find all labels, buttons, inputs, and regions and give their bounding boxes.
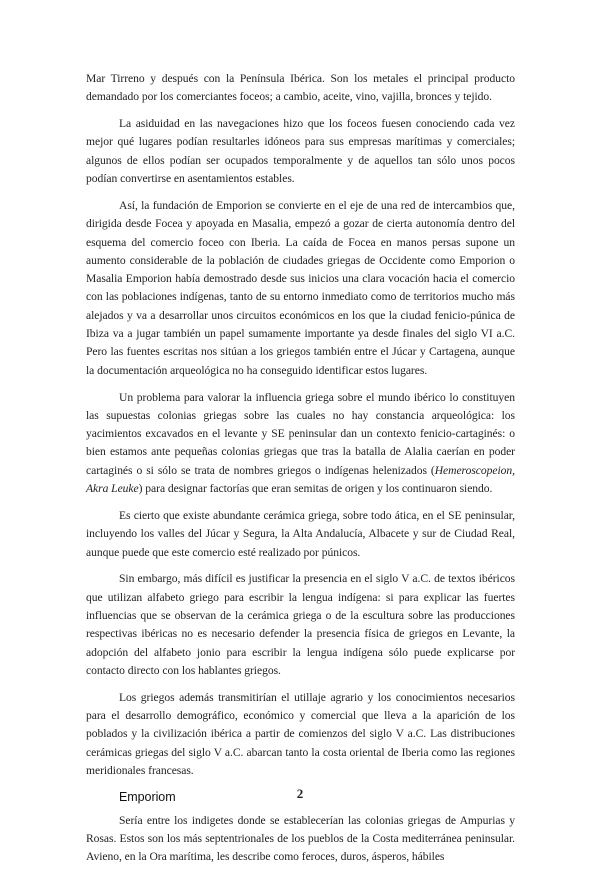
page-number: 2 — [296, 786, 304, 801]
paragraph-4-italic-place-names: Hemeroscopeion, Akra Leuke — [86, 463, 515, 496]
paragraph-4-text-before: Un problema para valorar la influencia griega sobre el mundo ibérico lo constituyen las supuestas colonias griegas sobre las cuales no hay constancia arqueológica: los yacimientos excavados en el levante y SE peninsular dan un contexto fenicio-cartaginés: o bien estamos ante pequeñas colonias griegas que tras la batalla de Alalia caerían en poder cartaginés o si sólo se trata de nombres griegos o indígenas helenizados ( — [86, 390, 515, 477]
section-heading: Emporiom — [119, 789, 176, 804]
paragraph-8: Sería entre los indigetes donde se establecerían las colonias griegas de Ampurias y Rosas. Estos son los más septentrionales de los pueblos de la Costa mediterránea peninsular. Avieno, en la Ora marítima, les describe como feroces, duros, ásperos, hábiles — [86, 813, 515, 864]
paragraph-3: Así, la fundación de Emporion se convierte en el eje de una red de intercambios que, dirigida desde Focea y apoyada en Masalia, empezó a gozar de cierta autonomía dentro del esquema del comercio foceo con Iberia. La caída de Focea en manos persas supone un aumento considerable de la población de ciudades griegas de Occidente como Emporion o Masalia Emporion había demostrado desde sus inicios una clara vocación hacia el comercio con las poblaciones indígenas, tanto de su entorno inmediato como de territorios mucho más alejados y va a desarrollar unos circuitos económicos en los que la ciudad fenicio-púnica de Ibiza va a jugar también un papel sumamente importante ya desde finales del siglo VI a.C. Pero las fuentes escritas nos sitúan a los griegos también entre el Júcar y Cartagena, aunque la documentación arqueológica no ha conseguido identificar estos lugares. — [86, 198, 515, 377]
paragraph-2: La asiduidad en las navegaciones hizo que los foceos fuesen conociendo cada vez mejor qué lugares podían resultarles idóneos para sus empresas marítimas y comerciales; algunos de ellos podían ser ocupados temporalmente y de aquellos tan sólo unos pocos podían convertirse en asentamientos estables. — [86, 117, 515, 186]
paragraph-5: Es cierto que existe abundante cerámica griega, sobre todo ática, en el SE peninsular, incluyendo los valles del Júcar y Segura, la Alta Andalucía, Albacete y sur de Ciudad Real, aunque puede que este comercio esté realizado por púnicos. — [86, 508, 515, 559]
paragraph-1: Mar Tirreno y después con la Península Ibérica. Son los metales el principal producto demandado por los comerciantes foceos; a cambio, aceite, vino, vajilla, bronces y tejido. — [86, 72, 515, 104]
paragraph-4-text-after: ) para designar factorías que eran semitas de origen y los continuaron siendo. — [138, 482, 493, 496]
paragraph-4 — [86, 389, 515, 499]
document-body — [86, 70, 515, 875]
paragraph-6: Sin embargo, más difícil es justificar la presencia en el siglo V a.C. de textos ibéricos que utilizan alfabeto griego para escribir la lengua indígena: si para explicar las fuertes influencias que se observan de la cerámica griega o de la escultura sobre las producciones respectivas ibéricas no es necesario defender la presencia física de griegos en Levante, la adopción del alfabeto jonio para escribir la lengua indígena sólo puede explicarse por contacto directo con los hablantes griegos. — [86, 572, 515, 677]
paragraph-7: Los griegos además transmitirían el utillaje agrario y los conocimientos necesarios para el desarrollo demográfico, económico y comercial que lleva a la aparición de los poblados y la civilización ibérica a partir de comienzos del siglo V a.C. Las distribuciones cerámicas griegas del siglo V a.C. abarcan tanto la costa oriental de Iberia como las regiones meridionales francesas. — [86, 690, 515, 777]
